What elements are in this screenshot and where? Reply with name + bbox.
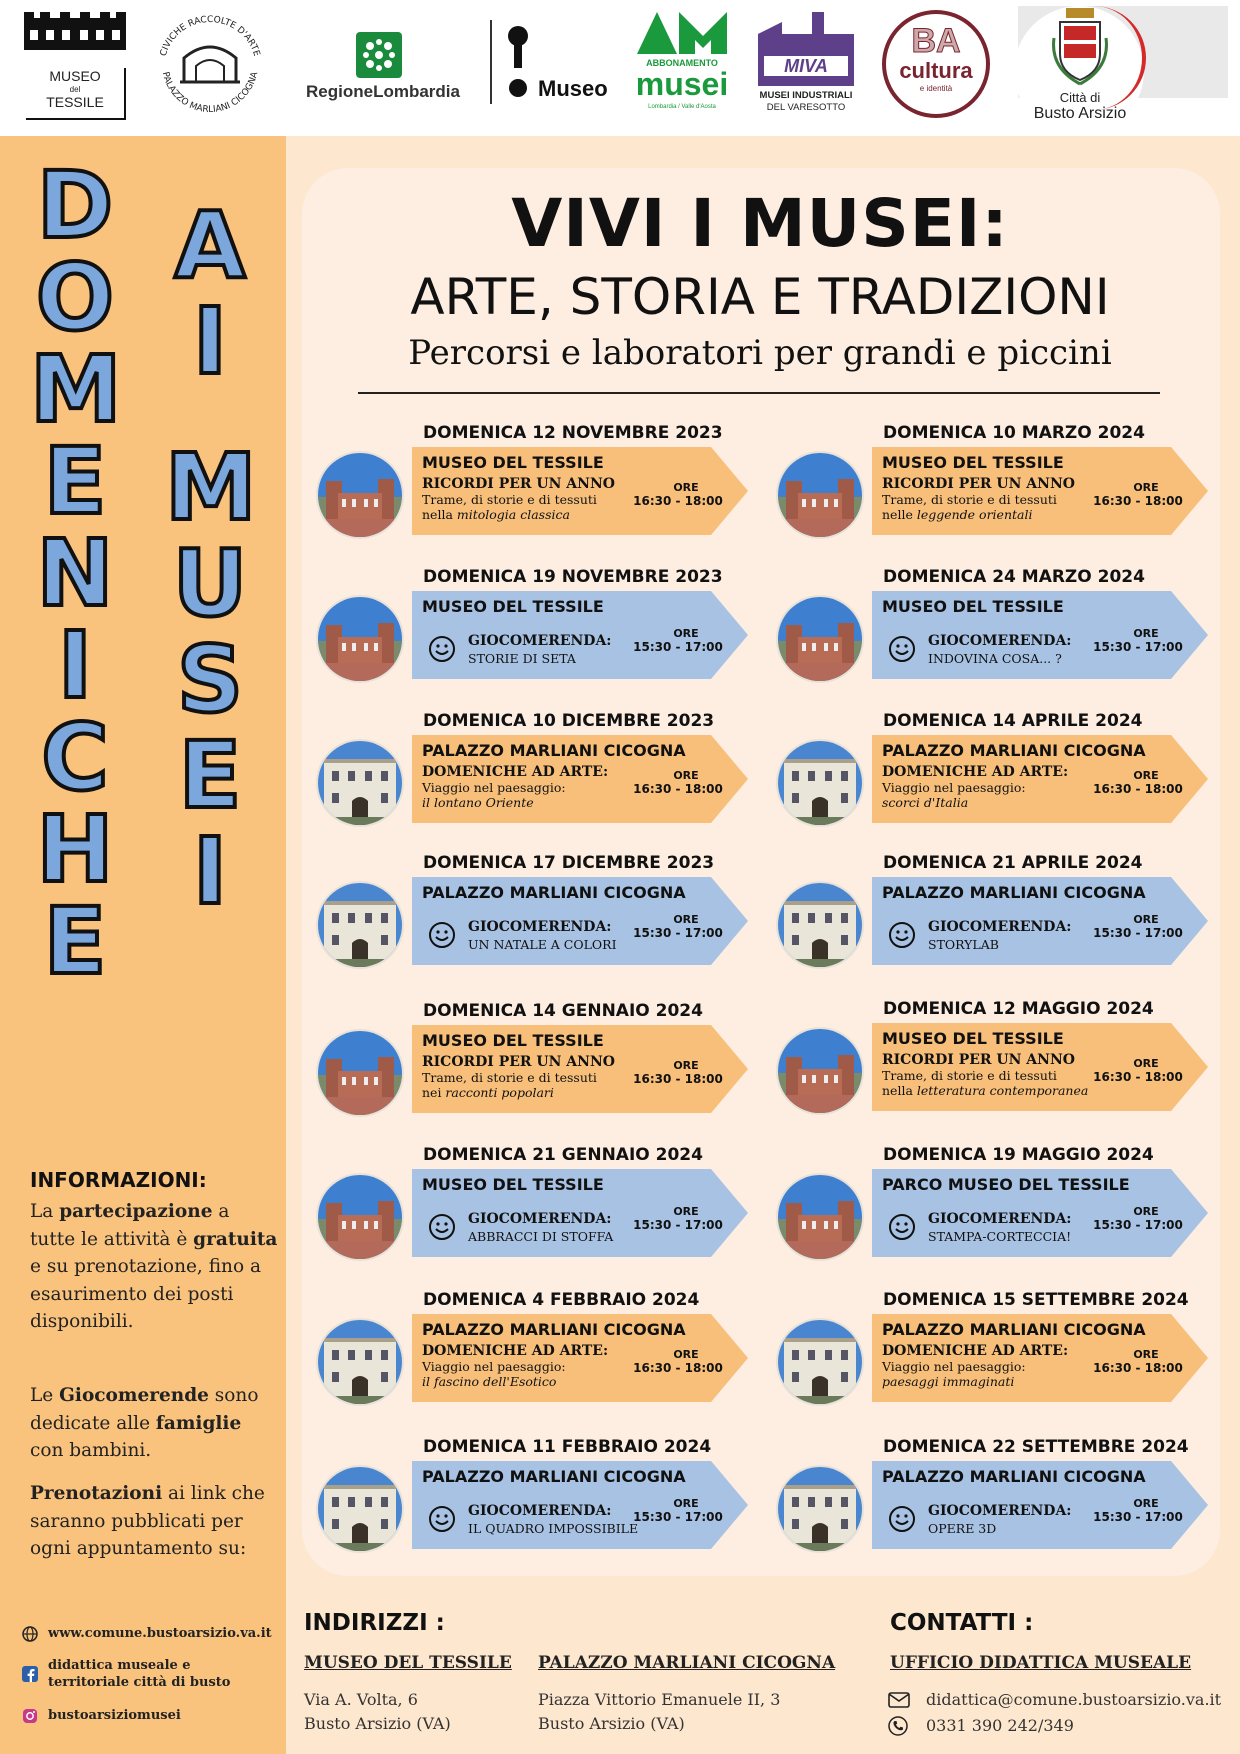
palazzo-arch-icon	[150, 6, 270, 126]
event-item	[778, 567, 1228, 687]
event-date: DOMENICA 11 FEBBRAIO 2024	[423, 1437, 712, 1457]
event-date: DOMENICA 19 MAGGIO 2024	[883, 1145, 1154, 1165]
venue-photo	[778, 453, 862, 537]
palazzo-marliani-photo	[318, 741, 402, 825]
event-description-line: Viaggio nel paesaggio:	[882, 1359, 1026, 1374]
miva-mark: MIVA	[784, 56, 828, 76]
event-hours: 16:30 - 18:00	[633, 1072, 723, 1086]
venue-photo	[318, 1467, 402, 1551]
event-date: DOMENICA 10 DICEMBRE 2023	[423, 711, 715, 731]
event-ore-label: ORE	[1133, 769, 1159, 782]
event-hours: 16:30 - 18:00	[1093, 782, 1183, 796]
event-hours: 15:30 - 17:00	[633, 926, 723, 940]
event-ore-label: ORE	[673, 1348, 699, 1361]
venue-photo	[318, 1031, 402, 1115]
castle-icon	[20, 12, 130, 64]
venue-photo	[318, 1175, 402, 1259]
venue-photo	[778, 1175, 862, 1259]
museo-tessile-photo	[318, 597, 402, 681]
svg-text:PALAZZO MARLIANI CICOGNA	[160, 70, 261, 115]
museo-mark-text: Museo	[538, 76, 608, 101]
side-letter-ai-musei: U	[172, 530, 248, 637]
event-date: DOMENICA 19 NOVEMBRE 2023	[423, 567, 723, 587]
event-date: DOMENICA 24 MARZO 2024	[883, 567, 1145, 587]
event-date: DOMENICA 12 NOVEMBRE 2023	[423, 423, 723, 443]
venue-photo	[778, 741, 862, 825]
info-bold: Prenotazioni	[30, 1483, 163, 1504]
event-theme: IL QUADRO IMPOSSIBILE	[468, 1521, 639, 1536]
event-hours: 16:30 - 18:00	[1093, 1070, 1183, 1084]
palazzo-marliani-photo	[778, 741, 862, 825]
event-theme: mitologia classica	[456, 507, 570, 522]
event-venue: MUSEO DEL TESSILE	[422, 1031, 604, 1050]
event-date: DOMENICA 17 DICEMBRE 2023	[423, 853, 715, 873]
website-link[interactable]: www.comune.bustoarsizio.va.it	[48, 1626, 272, 1641]
palazzo-marliani-photo	[778, 1467, 862, 1551]
event-item	[778, 1145, 1228, 1265]
event-description-line: Trame, di storie e di tessuti	[422, 492, 597, 507]
city-line2: Busto Arsizio	[1033, 105, 1127, 122]
side-letter-ai-musei: S	[176, 626, 244, 733]
event-ore-label: ORE	[673, 1205, 699, 1218]
event-description-line: Trame, di storie e di tessuti	[882, 1068, 1057, 1083]
event-theme-prefix: nelle	[882, 507, 917, 522]
event-hours: 16:30 - 18:00	[1093, 1361, 1183, 1375]
side-letter-domeniche: D	[36, 152, 114, 259]
event-ore-label: ORE	[673, 913, 699, 926]
smiley-icon	[428, 1505, 456, 1533]
event-date: DOMENICA 15 SETTEMBRE 2024	[883, 1290, 1189, 1310]
event-hours: 16:30 - 18:00	[633, 494, 723, 508]
palazzo-marliani-photo	[778, 883, 862, 967]
side-letter-ai-musei: A	[174, 192, 246, 299]
ba-top: BA	[911, 22, 961, 60]
event-hours: 15:30 - 17:00	[633, 1510, 723, 1524]
event-theme: STORYLAB	[928, 937, 999, 952]
civiche-top-text: CIVICHE RACCOLTE D'ARTE	[158, 15, 262, 58]
venue1-name: MUSEO DEL TESSILE	[304, 1653, 512, 1673]
event-description-line: Viaggio nel paesaggio:	[422, 780, 566, 795]
event-description-line: Trame, di storie e di tessuti	[882, 492, 1057, 507]
side-letter-domeniche: O	[35, 244, 115, 351]
event-description	[422, 780, 566, 810]
event-venue: MUSEO DEL TESSILE	[422, 597, 604, 616]
facebook-line2[interactable]: territoriale città di busto	[48, 1675, 231, 1690]
venue-photo	[778, 883, 862, 967]
event-ore-label: ORE	[1133, 481, 1159, 494]
abbonamento-big: musei	[635, 66, 729, 102]
event-theme: racconti popolari	[445, 1085, 554, 1100]
event-hours: 16:30 - 18:00	[1093, 494, 1183, 508]
event-venue: PARCO MUSEO DEL TESSILE	[882, 1175, 1130, 1194]
event-activity: GIOCOMERENDA:	[928, 633, 1072, 649]
mail-icon	[888, 1692, 910, 1708]
venue-photo	[778, 1029, 862, 1113]
event-venue: PALAZZO MARLIANI CICOGNA	[882, 741, 1146, 760]
event-description-line	[882, 1374, 1026, 1389]
event-description-line: Trame, di storie e di tessuti	[422, 1070, 597, 1085]
museo-tessile-photo	[778, 597, 862, 681]
event-theme: leggende orientali	[916, 507, 1033, 522]
museo-tessile-photo	[778, 1175, 862, 1259]
event-description-line	[422, 795, 566, 810]
event-activity: GIOCOMERENDA:	[928, 1211, 1072, 1227]
event-venue: PALAZZO MARLIANI CICOGNA	[422, 1320, 686, 1339]
ba-bottom: e identità	[919, 84, 953, 93]
instagram-icon	[22, 1708, 38, 1724]
event-item	[318, 1145, 768, 1265]
side-letter-domeniche: N	[36, 520, 114, 627]
abbonamento-small: ABBONAMENTO	[646, 58, 718, 68]
abbonamento-foot: Lombardia / Valle d'Aosta	[648, 104, 716, 110]
civiche-raccolte-logo	[150, 6, 270, 126]
venue2-address-2: Busto Arsizio (VA)	[538, 1714, 685, 1733]
event-description	[882, 1068, 1088, 1098]
rosa-camuna-icon	[356, 32, 402, 78]
keyhole-icon	[506, 24, 530, 104]
event-theme: OPERE 3D	[928, 1521, 997, 1536]
event-theme: scorci d'Italia	[882, 795, 969, 810]
event-ore-label: ORE	[1133, 913, 1159, 926]
page-title-2: ARTE, STORIA E TRADIZIONI	[410, 268, 1110, 326]
venue-photo	[318, 453, 402, 537]
smiley-icon	[888, 1505, 916, 1533]
event-description-line	[422, 1085, 597, 1100]
event-venue: MUSEO DEL TESSILE	[422, 1175, 604, 1194]
event-theme: STORIE DI SETA	[468, 651, 576, 666]
miva-logo	[752, 12, 860, 116]
event-item	[318, 423, 768, 543]
event-venue: MUSEO DEL TESSILE	[882, 1029, 1064, 1048]
event-description	[882, 780, 1026, 810]
info-bold: famiglie	[155, 1412, 242, 1434]
event-ore-label: ORE	[1133, 1348, 1159, 1361]
event-theme: STAMPA-CORTECCIA!	[928, 1229, 1072, 1244]
event-item	[778, 1437, 1228, 1557]
venue-photo	[318, 597, 402, 681]
event-item	[318, 1290, 768, 1410]
phone-icon	[888, 1716, 908, 1736]
museo-tessile-line1: MUSEO	[49, 68, 101, 84]
museo-tessile-photo	[318, 1175, 402, 1259]
side-letter-domeniche: H	[36, 796, 114, 903]
side-letter-domeniche: I	[57, 612, 93, 719]
event-theme: letteratura contemporanea	[916, 1083, 1089, 1098]
event-date: DOMENICA 14 APRILE 2024	[883, 711, 1143, 731]
event-venue: MUSEO DEL TESSILE	[882, 597, 1064, 616]
addresses-heading: INDIRIZZI :	[304, 1610, 445, 1636]
event-ore-label: ORE	[673, 769, 699, 782]
venue-photo	[318, 741, 402, 825]
event-item	[778, 853, 1228, 973]
event-hours: 15:30 - 17:00	[633, 640, 723, 654]
side-letter-domeniche: E	[43, 428, 107, 535]
event-date: DOMENICA 21 APRILE 2024	[883, 853, 1143, 873]
page-title: VIVI I MUSEI:	[511, 185, 1009, 262]
event-date: DOMENICA 21 GENNAIO 2024	[423, 1145, 703, 1165]
venue-photo	[778, 1467, 862, 1551]
venue-photo	[778, 597, 862, 681]
event-item	[778, 711, 1228, 831]
event-activity: RICORDI PER UN ANNO	[882, 476, 1075, 492]
palazzo-marliani-photo	[318, 1320, 402, 1404]
event-date: DOMENICA 12 MAGGIO 2024	[883, 999, 1154, 1019]
museo-tessile-photo	[778, 453, 862, 537]
palazzo-marliani-photo	[318, 1467, 402, 1551]
title-divider	[358, 392, 1160, 394]
event-ore-label: ORE	[673, 481, 699, 494]
venue2-address-1: Piazza Vittorio Emanuele II, 3	[538, 1690, 781, 1709]
event-hours: 15:30 - 17:00	[633, 1218, 723, 1232]
regione-lombardia-text: RegioneLombardia	[306, 82, 460, 101]
museo-tessile-line2: del	[69, 85, 81, 94]
event-item	[778, 1290, 1228, 1410]
info-paragraph-1	[30, 1198, 280, 1336]
page-subtitle: Percorsi e laboratori per grandi e piccini	[408, 333, 1112, 373]
side-letter-domeniche: C	[41, 704, 109, 811]
event-activity: GIOCOMERENDA:	[468, 1211, 612, 1227]
email-link[interactable]: didattica@comune.bustoarsizio.va.it	[926, 1690, 1222, 1709]
logo-divider	[490, 20, 492, 104]
event-date: DOMENICA 4 FEBBRAIO 2024	[423, 1290, 700, 1310]
venue-photo	[778, 1320, 862, 1404]
museo-tessile-photo	[318, 453, 402, 537]
ba-cultura-logo	[882, 10, 992, 120]
info-text: a tutte le attività è	[30, 1201, 230, 1250]
facebook-line1[interactable]: didattica museale e	[48, 1658, 191, 1673]
venue1-address-2: Busto Arsizio (VA)	[304, 1714, 451, 1733]
event-date: DOMENICA 10 MARZO 2024	[883, 423, 1145, 443]
smiley-icon	[428, 635, 456, 663]
event-hours: 15:30 - 17:00	[1093, 640, 1183, 654]
event-activity: RICORDI PER UN ANNO	[422, 1054, 615, 1070]
event-activity: DOMENICHE AD ARTE:	[882, 1343, 1069, 1359]
info-heading: INFORMAZIONI:	[30, 1168, 207, 1192]
city-crest-icon	[1050, 8, 1110, 86]
side-letter-domeniche: E	[43, 888, 107, 995]
smiley-icon	[888, 921, 916, 949]
miva-line2: DEL VARESOTTO	[766, 102, 846, 113]
info-text: ai link che saranno pubblicati per ogni appuntamento su:	[30, 1483, 265, 1559]
event-venue: PALAZZO MARLIANI CICOGNA	[422, 1467, 686, 1486]
event-theme: il fascino dell'Esotico	[422, 1374, 557, 1389]
event-activity: GIOCOMERENDA:	[468, 633, 612, 649]
event-date: DOMENICA 22 SETTEMBRE 2024	[883, 1437, 1189, 1457]
event-description-line: Viaggio nel paesaggio:	[422, 1359, 566, 1374]
event-description-line	[882, 507, 1057, 522]
facebook-icon	[22, 1666, 38, 1682]
event-ore-label: ORE	[673, 1497, 699, 1510]
instagram-handle[interactable]: bustoarsiziomusei	[48, 1708, 181, 1723]
event-theme: il lontano Oriente	[422, 795, 534, 810]
event-ore-label: ORE	[1133, 1057, 1159, 1070]
event-activity: DOMENICHE AD ARTE:	[422, 764, 609, 780]
event-theme: paesaggi immaginati	[882, 1374, 1015, 1389]
info-bold: gratuita	[193, 1228, 278, 1250]
side-letter-domeniche: M	[30, 336, 122, 443]
palazzo-marliani-photo	[318, 883, 402, 967]
museo-tessile-logo	[20, 12, 130, 120]
palazzo-marliani-photo	[778, 1320, 862, 1404]
info-paragraph-2	[30, 1382, 280, 1465]
event-activity: GIOCOMERENDA:	[928, 919, 1072, 935]
event-hours: 15:30 - 17:00	[1093, 1510, 1183, 1524]
citta-busto-logo	[1018, 6, 1228, 128]
info-text: sono dedicate alle	[30, 1385, 259, 1434]
event-venue: PALAZZO MARLIANI CICOGNA	[422, 741, 686, 760]
event-ore-label: ORE	[1133, 1205, 1159, 1218]
venue-photo	[318, 883, 402, 967]
event-description-line	[422, 507, 597, 522]
museo-tessile-line3: TESSILE	[46, 94, 104, 110]
event-description	[882, 492, 1057, 522]
event-theme-prefix: nella	[882, 1083, 917, 1098]
event-hours: 16:30 - 18:00	[633, 1361, 723, 1375]
logo-strip	[0, 0, 1240, 136]
info-text: La	[30, 1201, 60, 1222]
svg-text:CIVICHE RACCOLTE D'ARTE	[159, 15, 262, 58]
event-ore-label: ORE	[1133, 1497, 1159, 1510]
event-activity: RICORDI PER UN ANNO	[882, 1052, 1075, 1068]
info-paragraph-3	[30, 1480, 280, 1563]
event-theme: INDOVINA COSA... ?	[928, 651, 1062, 666]
side-letter-ai-musei: I	[192, 818, 228, 925]
event-theme-prefix: nella	[422, 507, 457, 522]
museo-tessile-photo	[318, 1031, 402, 1115]
info-text: Le	[30, 1385, 60, 1406]
city-line1: Città di	[1059, 90, 1101, 105]
event-item	[318, 711, 768, 831]
info-text: e su prenotazione, fino a esaurimento dei posti disponibili.	[30, 1256, 261, 1332]
event-venue: PALAZZO MARLIANI CICOGNA	[422, 883, 686, 902]
event-ore-label: ORE	[673, 1059, 699, 1072]
smiley-icon	[888, 1213, 916, 1241]
museo-mark-logo	[506, 24, 616, 104]
event-theme: ABBRACCI DI STOFFA	[468, 1229, 614, 1244]
side-letter-ai-musei: E	[178, 722, 242, 829]
side-letter-ai-musei: M	[165, 434, 257, 541]
regione-lombardia-logo	[288, 32, 478, 112]
event-description-line	[882, 795, 1026, 810]
abbonamento-musei-logo	[632, 12, 732, 116]
event-theme: UN NATALE A COLORI	[468, 937, 617, 952]
event-description-line: Viaggio nel paesaggio:	[882, 780, 1026, 795]
event-item	[318, 1001, 768, 1121]
event-theme-prefix: nei	[422, 1085, 446, 1100]
event-item	[318, 567, 768, 687]
event-venue: PALAZZO MARLIANI CICOGNA	[882, 1467, 1146, 1486]
event-date: DOMENICA 14 GENNAIO 2024	[423, 1001, 703, 1021]
event-description-line	[882, 1083, 1088, 1098]
event-description	[422, 1359, 566, 1389]
miva-line1: MUSEI INDUSTRIALI	[759, 90, 853, 101]
office-name: UFFICIO DIDATTICA MUSEALE	[890, 1653, 1192, 1673]
ba-mid: cultura	[899, 58, 973, 83]
event-description	[422, 1070, 597, 1100]
am-mark-icon	[637, 12, 727, 54]
info-bold: Giocomerende	[59, 1385, 209, 1406]
event-item	[318, 853, 768, 973]
event-venue: MUSEO DEL TESSILE	[422, 453, 604, 472]
event-ore-label: ORE	[1133, 627, 1159, 640]
event-activity: DOMENICHE AD ARTE:	[882, 764, 1069, 780]
event-activity: GIOCOMERENDA:	[468, 919, 612, 935]
event-ore-label: ORE	[673, 627, 699, 640]
smiley-icon	[428, 921, 456, 949]
event-venue: PALAZZO MARLIANI CICOGNA	[882, 1320, 1146, 1339]
civiche-bottom-text: PALAZZO MARLIANI CICOGNA	[159, 70, 261, 116]
event-activity: GIOCOMERENDA:	[468, 1503, 612, 1519]
side-letter-ai-musei: I	[192, 288, 228, 395]
info-text: con bambini.	[30, 1440, 152, 1461]
event-venue: MUSEO DEL TESSILE	[882, 453, 1064, 472]
event-hours: 15:30 - 17:00	[1093, 926, 1183, 940]
event-activity: DOMENICHE AD ARTE:	[422, 1343, 609, 1359]
venue2-name: PALAZZO MARLIANI CICOGNA	[538, 1653, 836, 1673]
contacts-heading: CONTATTI :	[890, 1610, 1034, 1636]
event-description	[422, 492, 597, 522]
event-venue: PALAZZO MARLIANI CICOGNA	[882, 883, 1146, 902]
event-item	[318, 1437, 768, 1557]
event-activity: GIOCOMERENDA:	[928, 1503, 1072, 1519]
smiley-icon	[428, 1213, 456, 1241]
event-activity: RICORDI PER UN ANNO	[422, 476, 615, 492]
event-hours: 16:30 - 18:00	[633, 782, 723, 796]
event-hours: 15:30 - 17:00	[1093, 1218, 1183, 1232]
venue-photo	[318, 1320, 402, 1404]
phone-number[interactable]: 0331 390 242/349	[926, 1716, 1074, 1735]
museo-tessile-photo	[778, 1029, 862, 1113]
info-bold: partecipazione	[59, 1201, 213, 1222]
smiley-icon	[888, 635, 916, 663]
venue1-address-1: Via A. Volta, 6	[304, 1690, 418, 1709]
event-description-line	[422, 1374, 566, 1389]
event-item	[778, 999, 1228, 1119]
event-item	[778, 423, 1228, 543]
event-description	[882, 1359, 1026, 1389]
globe-icon	[22, 1626, 38, 1642]
